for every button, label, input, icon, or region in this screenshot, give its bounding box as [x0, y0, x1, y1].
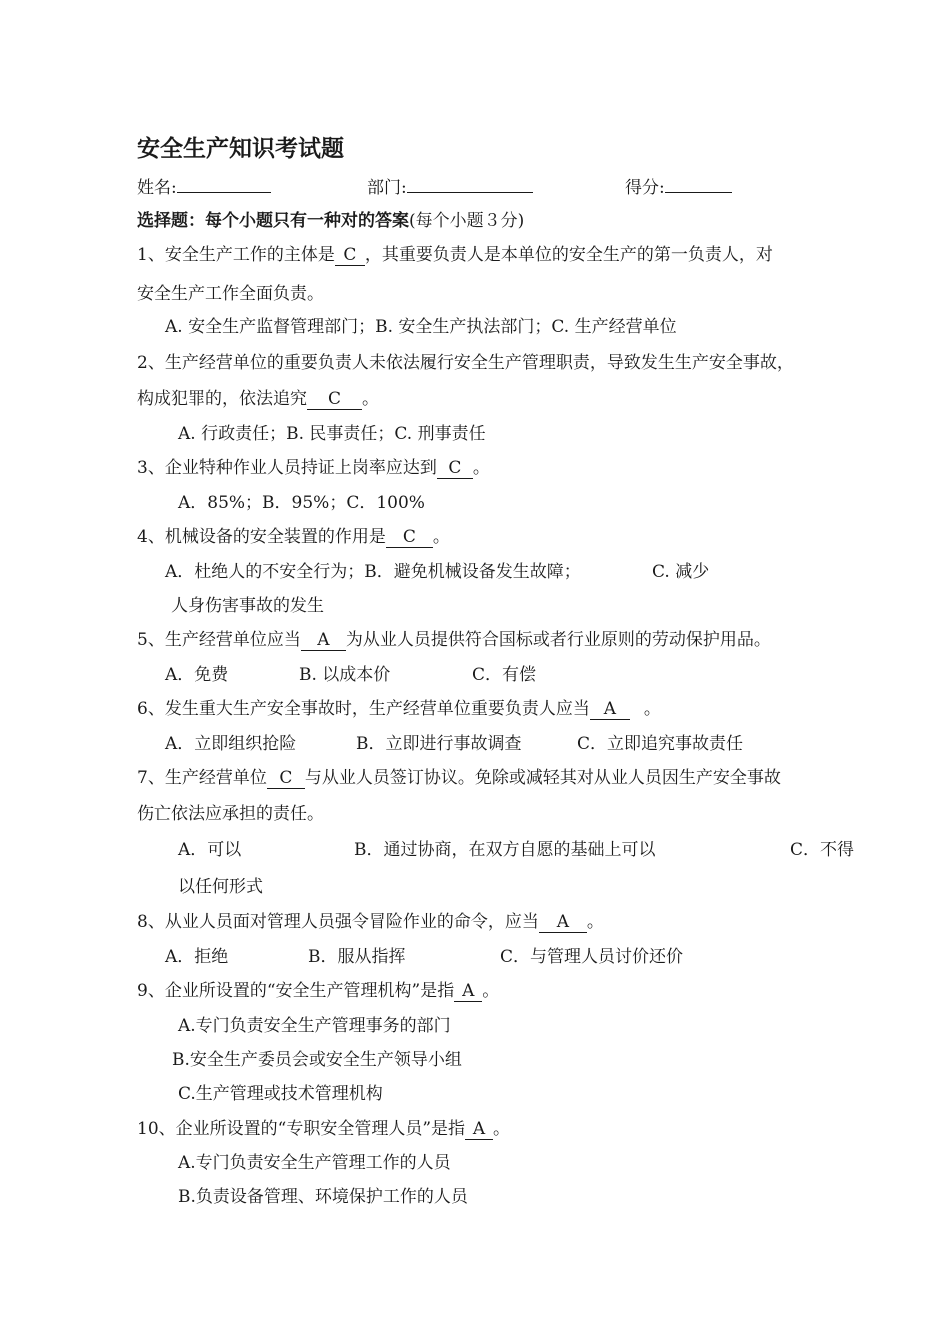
- question-text: 。: [362, 389, 379, 409]
- question-7-options-cont: 以任何形式: [178, 877, 263, 897]
- question-text: 8、从业人员面对管理人员强令冒险作业的命令，应当: [137, 912, 539, 932]
- option-a: A.专门负责安全生产管理工作的人员: [178, 1153, 451, 1173]
- answer-blank[interactable]: A: [454, 982, 482, 1002]
- question-text: 4、机械设备的安全装置的作用是: [137, 527, 386, 547]
- question-text: 。: [493, 1119, 511, 1139]
- question-text: 1、安全生产工作的主体是: [137, 245, 335, 265]
- question-2-cont: [137, 387, 379, 411]
- answer-blank[interactable]: C: [335, 246, 365, 266]
- option-a: A．可以: [178, 840, 242, 860]
- answer-blank[interactable]: C: [437, 459, 473, 479]
- question-1: [137, 243, 773, 267]
- page-title: 安全生产知识考试题: [137, 136, 344, 162]
- question-text: 。: [472, 458, 490, 478]
- answer-blank[interactable]: A: [301, 631, 346, 651]
- answer-blank[interactable]: A: [465, 1120, 493, 1140]
- question-text: 与从业人员签订协议。免除或减轻其对从业人员因生产安全事故: [304, 768, 781, 788]
- question-text: 。: [432, 527, 450, 547]
- question-3-options: A．85%；B．95%；C．100%: [178, 493, 425, 513]
- question-4-options-cont: 人身伤害事故的发生: [171, 596, 324, 616]
- question-text: 5、生产经营单位应当: [137, 630, 301, 650]
- section-heading: [137, 209, 524, 233]
- question-text: 。: [643, 699, 661, 719]
- score-label: 得分:: [625, 178, 665, 198]
- dept-label: 部门:: [367, 178, 407, 198]
- option-b: B.安全生产委员会或安全生产领导小组: [172, 1050, 462, 1070]
- answer-blank[interactable]: C: [267, 769, 305, 789]
- name-field: [137, 175, 271, 200]
- question-text: 为从业人员提供符合国标或者行业原则的劳动保护用品。: [345, 630, 771, 650]
- question-text: 。: [586, 912, 604, 932]
- question-3: [137, 456, 490, 480]
- answer-blank[interactable]: C: [386, 528, 433, 548]
- question-6: [137, 697, 661, 721]
- option-c: C．立即追究事故责任: [577, 734, 744, 754]
- question-text: 3、企业特种作业人员持证上岗率应达到: [137, 458, 437, 478]
- option-a: A．立即组织抢险: [165, 734, 297, 754]
- name-blank[interactable]: [177, 175, 271, 193]
- option-a: A．拒绝: [165, 947, 229, 967]
- question-7-cont: 伤亡依法应承担的责任。: [137, 804, 324, 824]
- option-b: B．服从指挥: [308, 947, 406, 967]
- question-7: [137, 766, 781, 790]
- question-8: [137, 910, 604, 934]
- question-text: 9、企业所设置的“安全生产管理机构”是指: [137, 981, 455, 1001]
- section-heading-bold: 选择题：每个小题只有一种对的答案: [137, 211, 409, 231]
- option-c: C.生产管理或技术管理机构: [178, 1084, 383, 1104]
- question-2: 2、生产经营单位的重要负责人未依法履行安全生产管理职责，导致发生生产安全事故，: [137, 353, 794, 373]
- option-a-b: A．杜绝人的不安全行为；B．避免机械设备发生故障；: [165, 562, 581, 582]
- question-1-options: A. 安全生产监督管理部门；B. 安全生产执法部门；C. 生产经营单位: [165, 317, 677, 337]
- answer-blank[interactable]: C: [307, 390, 362, 410]
- option-c: C．不得: [790, 840, 855, 860]
- question-9: [137, 979, 499, 1003]
- dept-blank[interactable]: [407, 175, 533, 193]
- name-label: 姓名:: [137, 178, 177, 198]
- question-text: 7、生产经营单位: [137, 768, 267, 788]
- option-c: C．有偿: [472, 665, 537, 685]
- dept-field: [367, 175, 533, 200]
- question-1-cont: 安全生产工作全面负责。: [137, 284, 324, 304]
- score-blank[interactable]: [665, 175, 732, 193]
- option-b: B.负责设备管理、环境保护工作的人员: [178, 1187, 468, 1207]
- section-heading-note: (每个小题３分): [409, 211, 525, 231]
- question-4: [137, 525, 450, 549]
- answer-blank[interactable]: A: [539, 913, 587, 933]
- option-c: C．与管理人员讨价还价: [500, 947, 684, 967]
- option-a: A.专门负责安全生产管理事务的部门: [178, 1016, 451, 1036]
- question-text: 构成犯罪的，依法追究: [137, 389, 307, 409]
- question-text: 10、企业所设置的“专职安全管理人员”是指: [137, 1119, 466, 1139]
- option-a: A．免费: [165, 665, 229, 685]
- question-5: [137, 628, 771, 652]
- option-b: B．立即进行事故调查: [356, 734, 522, 754]
- option-c: C. 减少: [652, 562, 710, 582]
- score-field: [625, 175, 732, 200]
- question-10: [137, 1117, 510, 1141]
- question-text: ，其重要负责人是本单位的安全生产的第一负责人，对: [364, 245, 773, 265]
- question-text: 。: [482, 981, 500, 1001]
- answer-blank[interactable]: A: [590, 700, 630, 720]
- option-b: B．通过协商，在双方自愿的基础上可以: [354, 840, 656, 860]
- question-2-options: A. 行政责任；B. 民事责任；C. 刑事责任: [178, 424, 486, 444]
- question-text: 6、发生重大生产安全事故时，生产经营单位重要负责人应当: [137, 699, 590, 719]
- option-b: B. 以成本价: [299, 665, 391, 685]
